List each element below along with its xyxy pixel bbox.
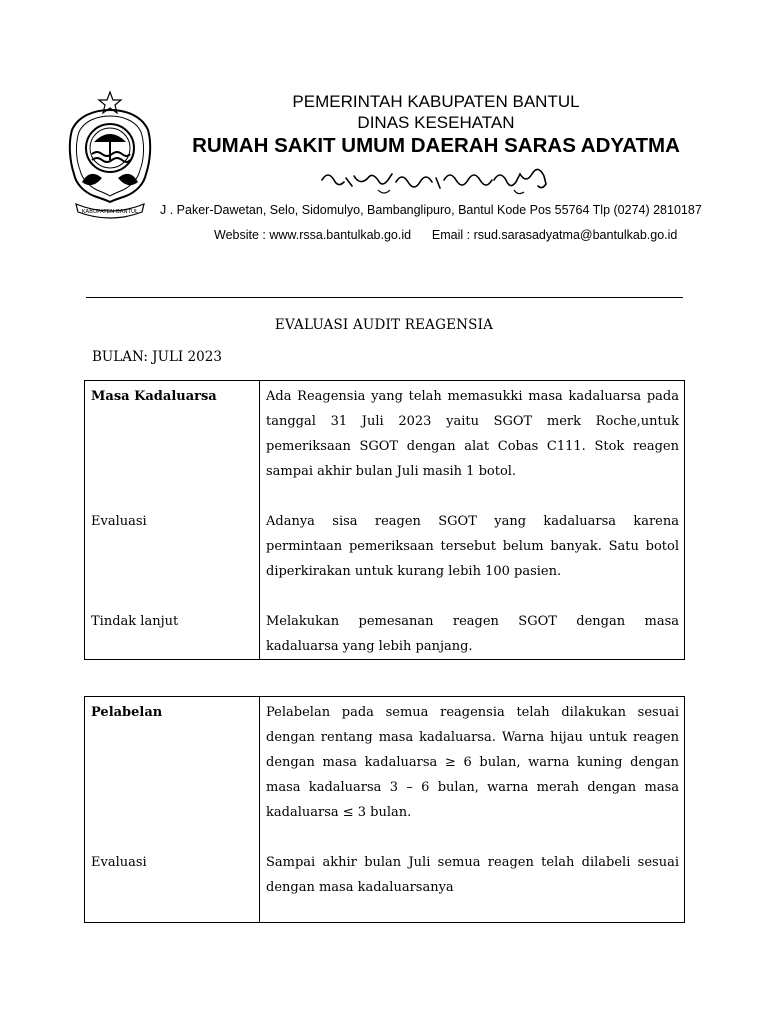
document-title: EVALUASI AUDIT REAGENSIA: [274, 317, 494, 333]
text-column: [260, 381, 685, 660]
row-label: Tindak lanjut: [91, 614, 179, 629]
row-text: Ada Reagensia yang telah memasukki masa kadaluarsa pada tanggal 31 Juli 2023 yaitu SGOT merk Roche,untuk pemeriksaan SGOT dengan alat Cobas C111. Stok reagen sampai akhir bulan Juli masih 1 botol.: [266, 389, 679, 479]
row-label: Evaluasi: [91, 514, 147, 529]
logo-caption: KABUPATEN BANTUL: [81, 209, 139, 215]
document-month: BULAN: JULI 2023: [92, 349, 222, 365]
audit-table-expiry: [84, 380, 685, 660]
javanese-script-image: [318, 162, 552, 198]
header-government: PEMERINTAH KABUPATEN BANTUL: [292, 92, 580, 111]
header-divider: [86, 297, 683, 298]
header-department: DINAS KESEHATAN: [357, 113, 515, 132]
row-text: Melakukan pemesanan reagen SGOT dengan masa kadaluarsa yang lebih panjang.: [266, 614, 679, 654]
header-website-email: Website : www.rssa.bantulkab.go.id Email : rsud.sarasadyatma@bantulkab.go.id: [214, 228, 678, 242]
row-label: Masa Kadaluarsa: [91, 389, 217, 404]
header-address: J . Paker-Dawetan, Selo, Sidomulyo, Bambanglipuro, Bantul Kode Pos 55764 Tlp (0274) 2810187: [160, 203, 702, 217]
label-column: [85, 697, 260, 923]
audit-table-labeling: [84, 696, 685, 923]
label-column: [85, 381, 260, 660]
row-text: Adanya sisa reagen SGOT yang kadaluarsa karena permintaan pemeriksaan tersebut belum banyak. Satu botol diperkirakan untuk kurang lebih 100 pasien.: [266, 514, 679, 579]
row-text: Sampai akhir bulan Juli semua reagen telah dilabeli sesuai dengan masa kadaluarsanya: [266, 855, 679, 895]
text-column: [260, 697, 685, 923]
row-text: Pelabelan pada semua reagensia telah dilakukan sesuai dengan rentang masa kadaluarsa. Warna hijau untuk reagen dengan masa kadaluarsa ≥ 6 bulan, warna kuning dengan masa kadaluarsa 3 – 6 bulan, warna merah dengan masa kadaluarsa ≤ 3 bulan.: [266, 705, 679, 820]
header-hospital-name: RUMAH SAKIT UMUM DAERAH SARAS ADYATMA: [192, 134, 680, 157]
row-label: Evaluasi: [91, 855, 147, 870]
row-label: Pelabelan: [91, 705, 163, 720]
